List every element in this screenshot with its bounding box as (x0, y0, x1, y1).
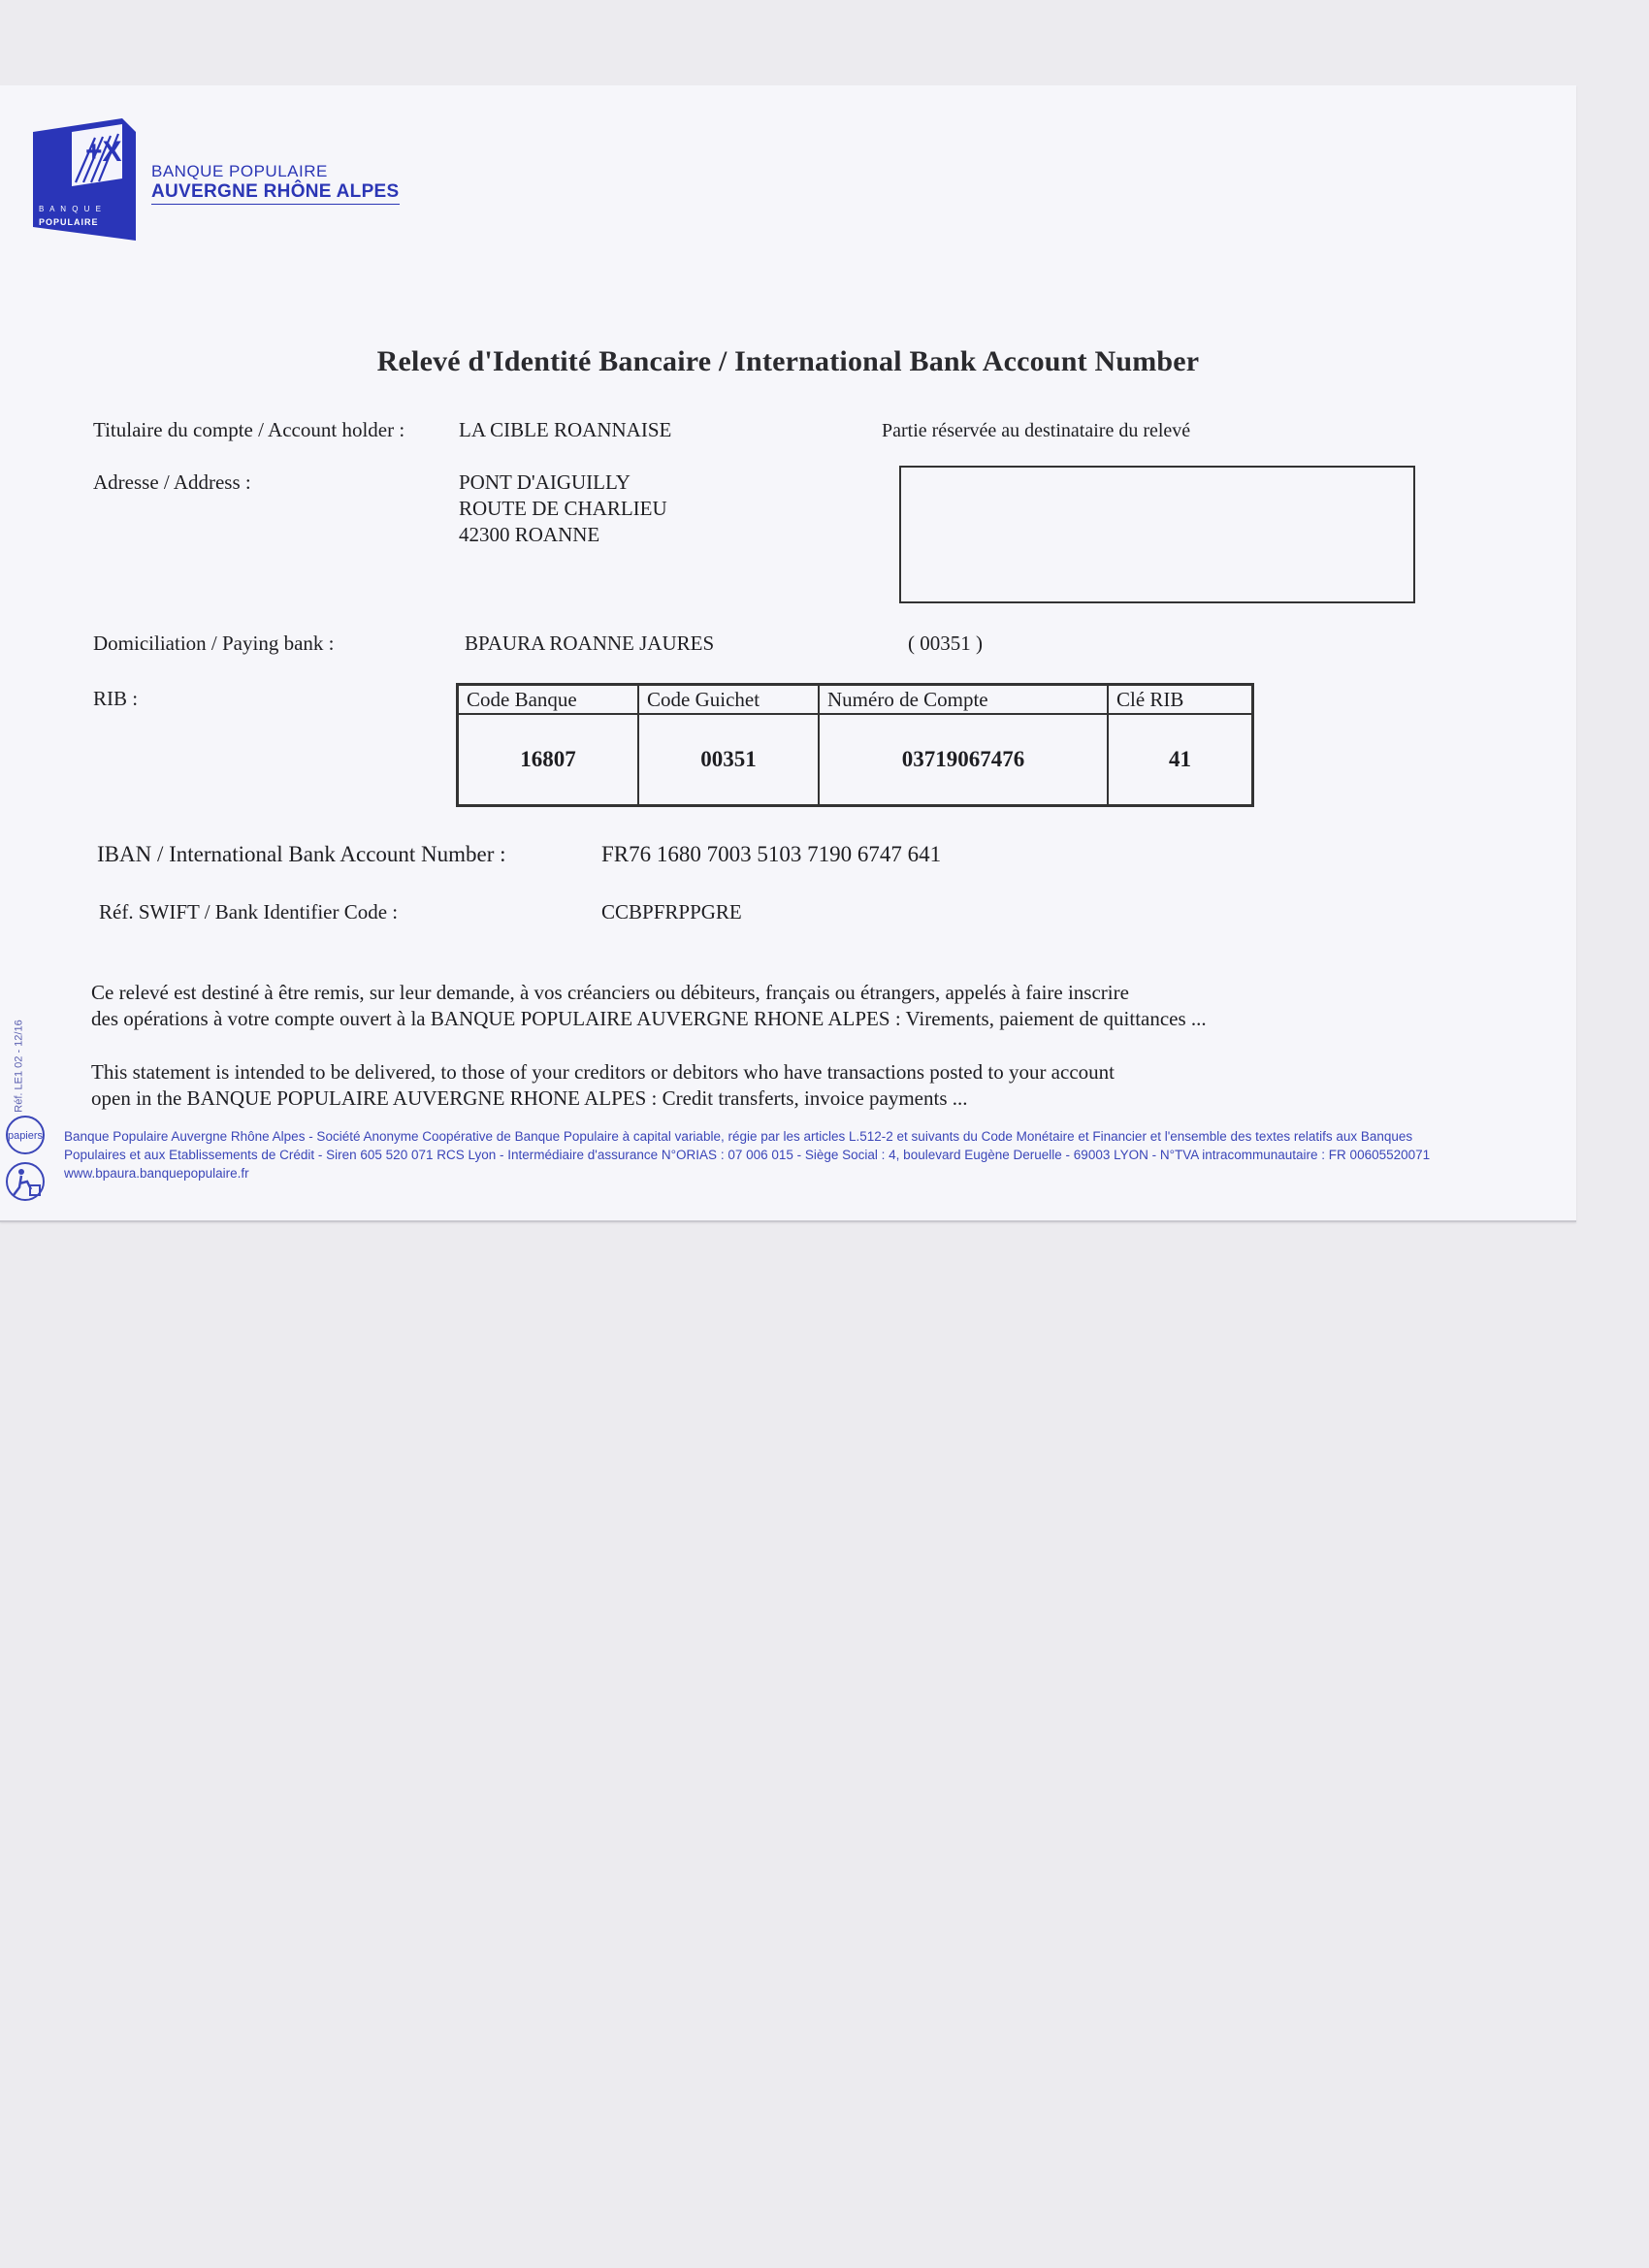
notice-fr-line-2: des opérations à votre compte ouvert à la BANQUE POPULAIRE AUVERGNE RHONE ALPES : Virements, paiement de quittances ... (91, 1007, 1207, 1030)
notice-fr-line-1: Ce relevé est destiné à être remis, sur leur demande, à vos créanciers ou débiteurs, français ou étrangers, appelés à faire inscrire (91, 981, 1129, 1004)
address-line-2: ROUTE DE CHARLIEU (459, 497, 667, 520)
swift-value: CCBPFRPPGRE (601, 900, 742, 923)
domiciliation-code: ( 00351 ) (908, 632, 983, 655)
rib-numero-compte: 03719067476 (819, 714, 1108, 806)
form-reference: Réf. LE1 02 - 12/16 (13, 1020, 25, 1113)
rib-document (0, 85, 1576, 1222)
logo-wordmark-line2: POPULAIRE (39, 217, 99, 227)
rib-code-guichet: 00351 (638, 714, 819, 806)
domiciliation-label: Domiciliation / Paying bank : (93, 632, 335, 655)
legal-line-2: Populaires et aux Etablissements de Crédit - Siren 605 520 071 RCS Lyon - Intermédiaire d'assurance N°ORIAS : 07 006 015 - Siège Social : 4, boulevard Eugène Deruelle - 69003 LYON - N°TVA intracommunautaire : FR 00605520071 (64, 1148, 1431, 1162)
rib-table (456, 683, 1254, 807)
banque-populaire-logo-icon (33, 118, 136, 241)
recycle-papers-icon (4, 1114, 54, 1220)
rib-label: RIB : (93, 687, 139, 710)
bank-name-line2: AUVERGNE RHÔNE ALPES (151, 181, 400, 205)
svg-text:papiers: papiers (7, 1130, 44, 1142)
bank-name-line1: BANQUE POPULAIRE (151, 162, 328, 180)
rib-header-numero-compte: Numéro de Compte (819, 685, 1108, 715)
legal-footer (64, 1127, 1558, 1183)
recipient-box (899, 466, 1415, 603)
bank-website-link[interactable]: www.bpaura.banquepopulaire.fr (64, 1166, 249, 1181)
iban-label: IBAN / International Bank Account Number : (97, 842, 506, 866)
legal-line-1: Banque Populaire Auvergne Rhône Alpes - Société Anonyme Coopérative de Banque Populaire à capital variable, régie par les articles L.512-2 et suivants du Code Monétaire et Financier et l'ensemble des textes relatifs aux Banques (64, 1129, 1413, 1144)
notice-en-line-1: This statement is intended to be delivered, to those of your creditors or debitors who have transactions posted to your account (91, 1060, 1115, 1084)
swift-label: Réf. SWIFT / Bank Identifier Code : (99, 900, 399, 923)
address-line-1: PONT D'AIGUILLY (459, 470, 630, 494)
iban-value: FR76 1680 7003 5103 7190 6747 641 (601, 842, 942, 866)
rib-code-banque: 16807 (458, 714, 639, 806)
recipient-label: Partie réservée au destinataire du relevé (882, 420, 1191, 441)
notice-en-line-2: open in the BANQUE POPULAIRE AUVERGNE RHONE ALPES : Credit transferts, invoice payments ... (91, 1086, 968, 1110)
rib-header-code-banque: Code Banque (458, 685, 639, 715)
holder-value: LA CIBLE ROANNAISE (459, 418, 672, 441)
rib-header-code-guichet: Code Guichet (638, 685, 819, 715)
domiciliation-value: BPAURA ROANNE JAURES (465, 632, 715, 655)
holder-label: Titulaire du compte / Account holder : (93, 418, 405, 441)
logo-wordmark-line1: B A N Q U E (39, 205, 104, 213)
address-line-3: 42300 ROANNE (459, 523, 600, 546)
rib-cle-rib: 41 (1108, 714, 1253, 806)
svg-text:+X: +X (85, 136, 122, 168)
rib-header-cle-rib: Clé RIB (1108, 685, 1253, 715)
address-label: Adresse / Address : (93, 470, 251, 494)
document-title: Relevé d'Identité Bancaire / International Bank Account Number (376, 345, 1200, 377)
